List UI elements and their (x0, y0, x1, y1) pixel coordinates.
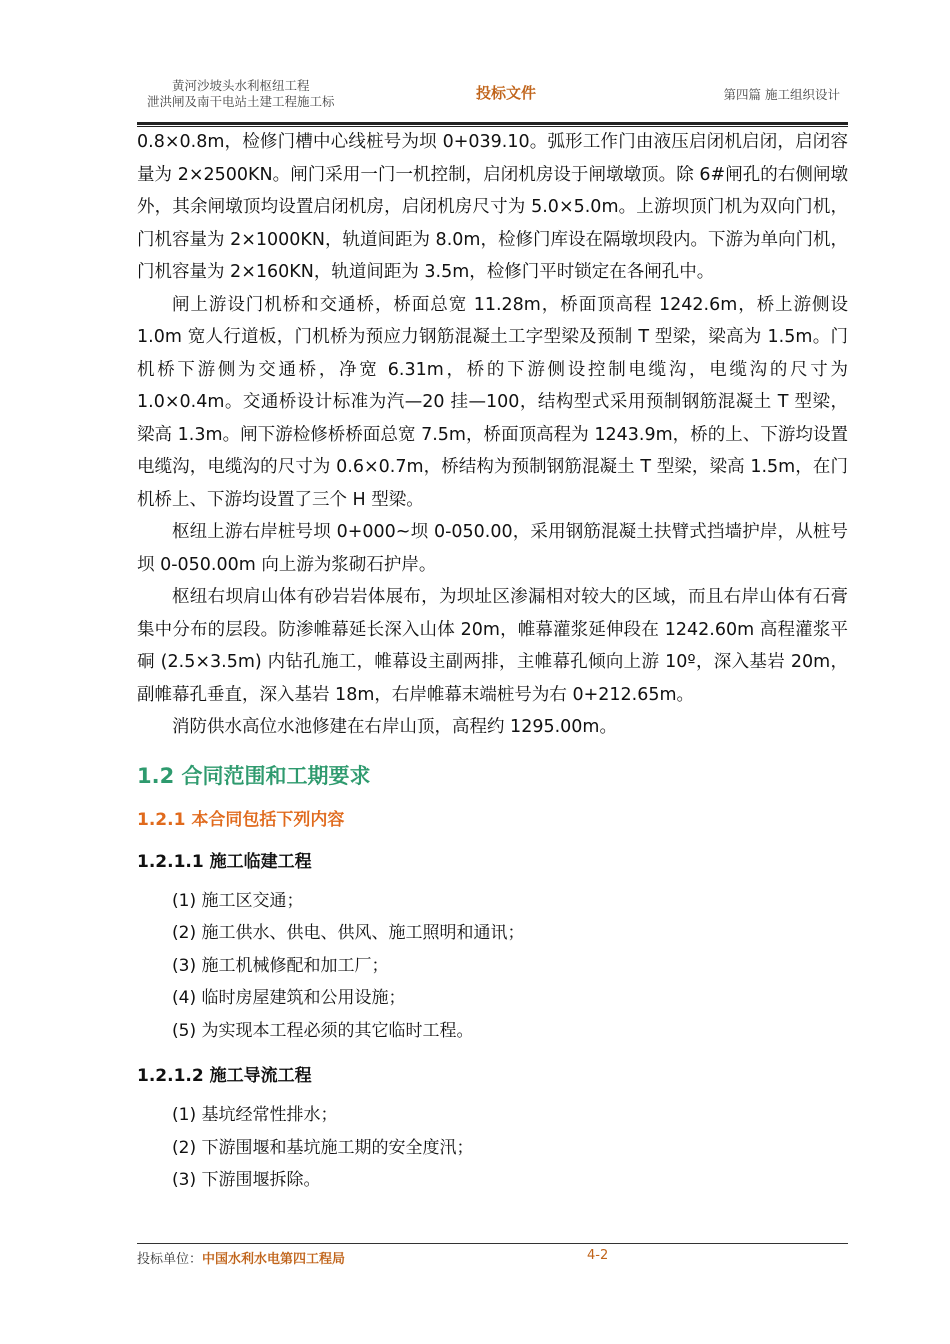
list-item: (2) 施工供水、供电、供风、施工照明和通讯； (172, 923, 525, 943)
paragraph-gate-machinery: 0.8×0.8m，检修门槽中心线桩号为坝 0+039.10。弧形工作门由液压启闭机启闭，启闭容量为 2×2500KN。闸门采用一门一机控制，启闭机房设于闸墩墩顶。除 6#闸孔的右侧闸墩外，其余闸墩顶均设置启闭机房，启闭机房尺寸为 5.0×5.0m。上游坝顶门机为双向门机，门机容量为 2×1000KN，轨道间距为 8.0m，检修门库设在隔墩坝段内。下游为单向门机，门机容量为 2×160KN，轨道间距为 3.5m，检修门平时锁定在各闸孔中。 (137, 132, 848, 282)
list-item: (4) 临时房屋建筑和公用设施； (172, 988, 406, 1008)
paragraph-bridges: 闸上游设门机桥和交通桥，桥面总宽 11.28m，桥面顶高程 1242.6m，桥上游侧设 1.0m 宽人行道板，门机桥为预应力钢筋混凝土工字型梁及预制 T 型梁，梁高为 1.5m。门机桥下游侧为交通桥，净宽 6.31m，桥的下游侧设控制电缆沟，电缆沟的尺寸为 1.0×0.4m。交通桥设计标准为汽—20 挂—100，结构型式采用预制钢筋混凝土 T 型梁，梁高 1.3m。闸下游检修桥桥面总宽 7.5m，桥面顶高程为 1243.9m，桥的上、下游均设置电缆沟，电缆沟的尺寸为 0.6×0.7m，桥结构为预制钢筋混凝土 T 型梁，梁高 1.5m，在门机桥上、下游均设置了三个 H 型梁。 (137, 294, 848, 510)
paragraph-fire-water: 消防供水高位水池修建在右岸山顶，高程约 1295.00m。 (172, 717, 617, 737)
diversion-works-list (137, 1099, 848, 1197)
page-content (137, 126, 848, 1197)
section-heading: 1.2 合同范围和工期要求 (137, 763, 371, 788)
footer-bidder (137, 1248, 345, 1267)
list-item: (3) 下游围堰拆除。 (172, 1170, 321, 1190)
header-project-line2: 泄洪闸及南干电站土建工程施工标 (147, 94, 335, 109)
subsubsection-heading-temporary-works: 1.2.1.1 施工临建工程 (137, 851, 312, 872)
footer-bidder-label: 投标单位： (137, 1252, 203, 1267)
list-item: (1) 施工区交通； (172, 890, 304, 911)
page-number: 4-2 (587, 1248, 609, 1263)
footer-divider (137, 1243, 848, 1244)
header-project-title (147, 78, 335, 110)
temporary-works-list (137, 885, 848, 1048)
list-item: (3) 施工机械修配和加工厂； (172, 955, 389, 976)
subsubsection-heading-diversion-works: 1.2.1.2 施工导流工程 (137, 1066, 312, 1086)
page-header (137, 74, 848, 122)
header-document-type: 投标文件 (476, 84, 537, 102)
footer-bidder-org: 中国水利水电第四工程局 (202, 1252, 346, 1267)
header-project-line1: 黄河沙坡头水利枢纽工程 (172, 78, 310, 93)
header-chapter: 第四篇 施工组织设计 (723, 87, 840, 102)
list-item: (5) 为实现本工程必须的其它临时工程。 (172, 1020, 474, 1041)
paragraph-grout-curtain: 枢纽右坝肩山体有砂岩岩体展布，为坝址区渗漏相对较大的区域，而且右岸山体有石膏集中分布的层段。防渗帷幕延长深入山体 20m，帷幕灌浆延伸段在 1242.60m 高程灌浆平硐 (2.5×3.5m) 内钻孔施工，帷幕设主副两排，主帷幕孔倾向上游 10º，深入基岩 20m，副帷幕孔垂直，深入基岩 18m，右岸帷幕末端桩号为右 0+212.65m。 (137, 587, 848, 705)
header-divider (137, 122, 848, 125)
subsection-heading: 1.2.1 本合同包括下列内容 (137, 809, 345, 830)
paragraph-bank-protection: 枢纽上游右岸桩号坝 0+000~坝 0-050.00，采用钢筋混凝土扶臂式挡墙护岸，从桩号坝 0-050.00m 向上游为浆砌石护岸。 (137, 522, 848, 575)
list-item: (1) 基坑经常性排水； (172, 1105, 338, 1125)
list-item: (2) 下游围堰和基坑施工期的安全度汛； (172, 1137, 474, 1158)
